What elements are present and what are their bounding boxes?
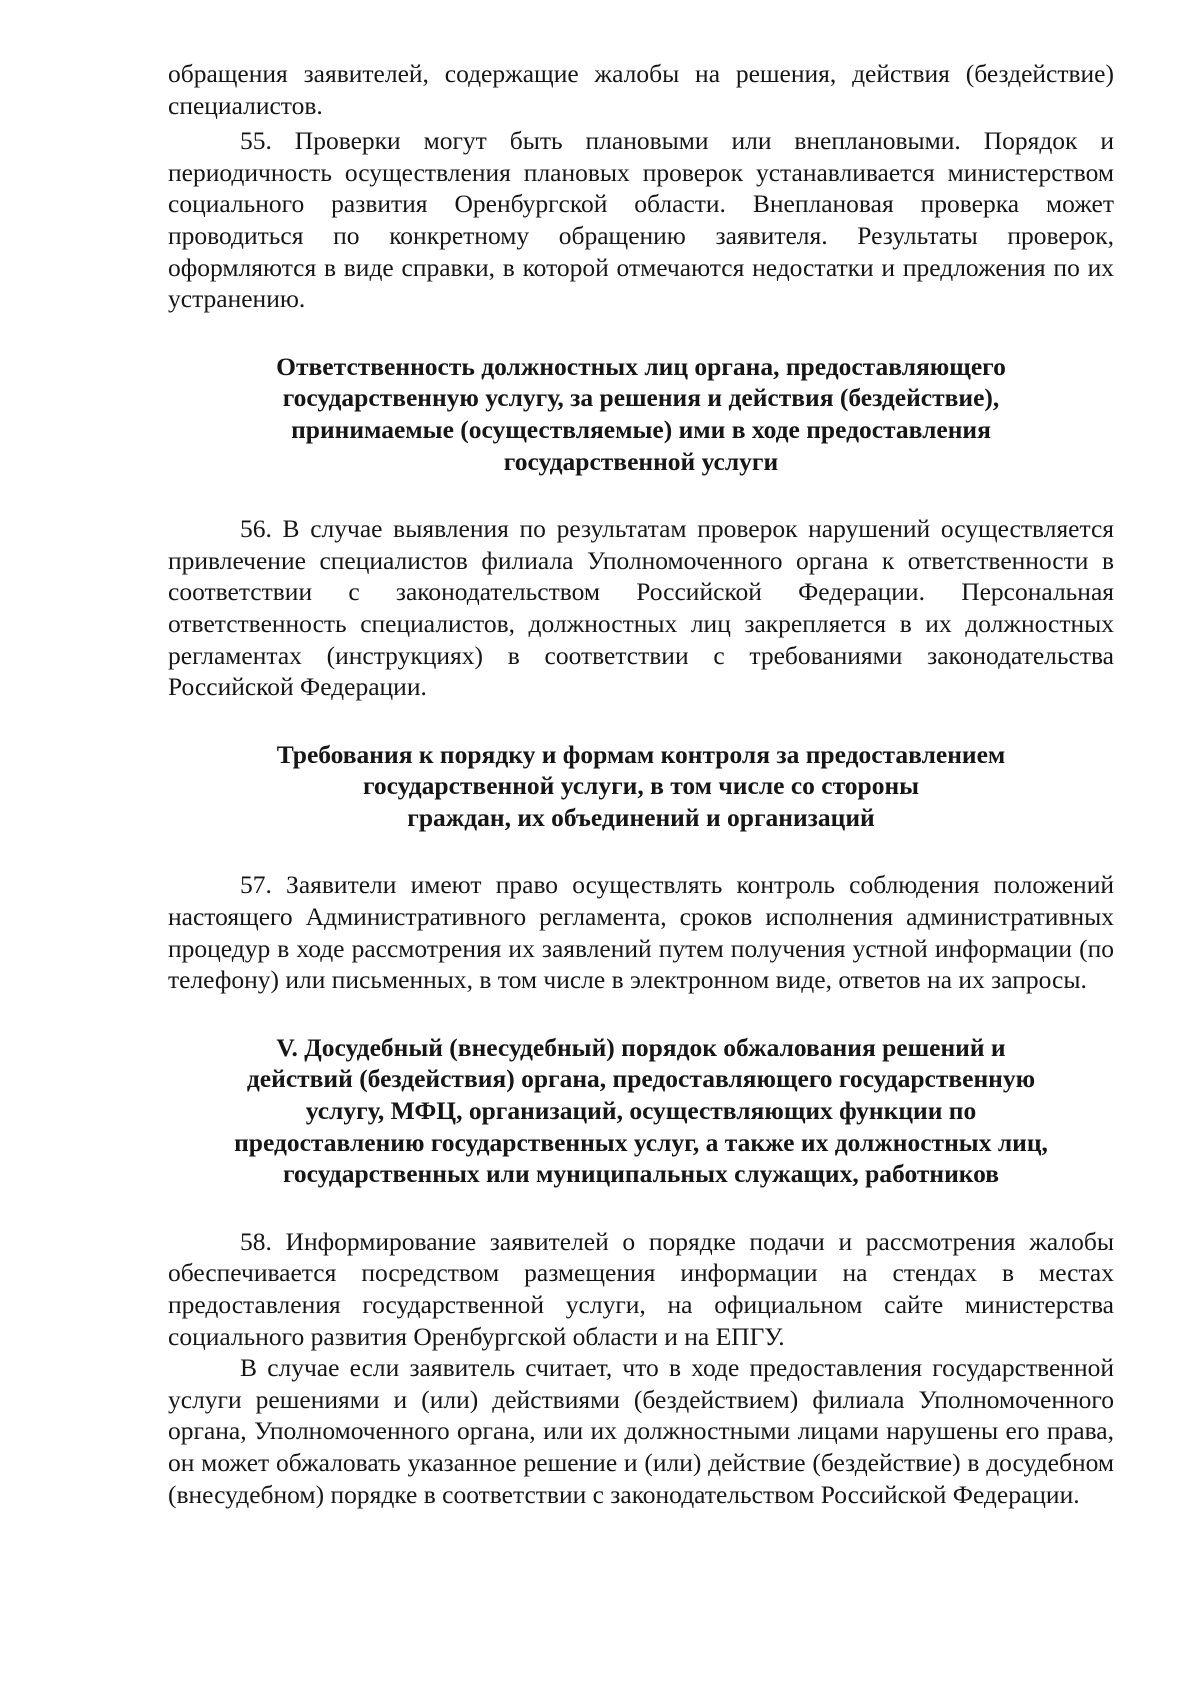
paragraph-56: 56. В случае выявления по результатам проверок нарушений осуществляется привлечение специалистов филиала Уполномоченного органа к ответственности в соответствии с законодательством Российской Федерации. Персональная ответственность специалистов, должностных лиц закрепляется в их должностных регламентах (инструкциях) в соответствии с требованиями законодательства Российской Федерации. xyxy=(168,514,1114,702)
heading-responsibility: Ответственность должностных лиц органа, предоставляющего государственную услугу, за решения и действия (бездействие), принимаемые (осуществляемые) ими в ходе предоставления государственной услуги xyxy=(276,351,1006,476)
paragraph-continuation: обращения заявителей, содержащие жалобы на решения, действия (бездействие) специалистов. xyxy=(168,59,1114,120)
paragraph-55: 55. Проверки могут быть плановыми или внеплановыми. Порядок и периодичность осуществления плановых проверок устанавливается министерством социального развития Оренбургской области. Внеплановая проверка может проводиться по конкретному обращению заявителя. Результаты проверок, оформляются в виде справки, в которой отмечаются недостатки и предложения по их устранению. xyxy=(168,126,1114,314)
paragraph-58-continuation: В случае если заявитель считает, что в ходе предоставления государственной услуги решениями и (или) действиями (бездействием) филиала Уполномоченного органа, Уполномоченного органа, или их должностными лицами нарушены его права, он может обжаловать указанное решение и (или) действие (бездействие) в досудебном (внесудебном) порядке в соответствии с законодательством Российской Федерации. xyxy=(168,1353,1114,1509)
heading-section-v: V. Досудебный (внесудебный) порядок обжалования решений и действий (бездействия) органа, предоставляющего государственную услугу, МФЦ, организаций, осуществляющих функции по предоставлению государственных услуг, а также их должностных лиц, государственных или муниципальных служащих, работников xyxy=(234,1032,1048,1189)
paragraph-57: 57. Заявители имеют право осуществлять контроль соблюдения положений настоящего Административного регламента, сроков исполнения административных процедур в ходе рассмотрения их заявлений путем получения устной информации (по телефону) или письменных, в том числе в электронном виде, ответов на их запросы. xyxy=(168,870,1114,995)
paragraph-58: 58. Информирование заявителей о порядке подачи и рассмотрения жалобы обеспечивается посредством размещения информации на стендах в местах предоставления государственной услуги, на официальном сайте министерства социального развития Оренбургской области и на ЕПГУ. xyxy=(168,1226,1114,1351)
heading-control-requirements: Требования к порядку и формам контроля за предоставлением государственной услуги, в том числе со стороны граждан, их объединений и организаций xyxy=(276,739,1006,832)
